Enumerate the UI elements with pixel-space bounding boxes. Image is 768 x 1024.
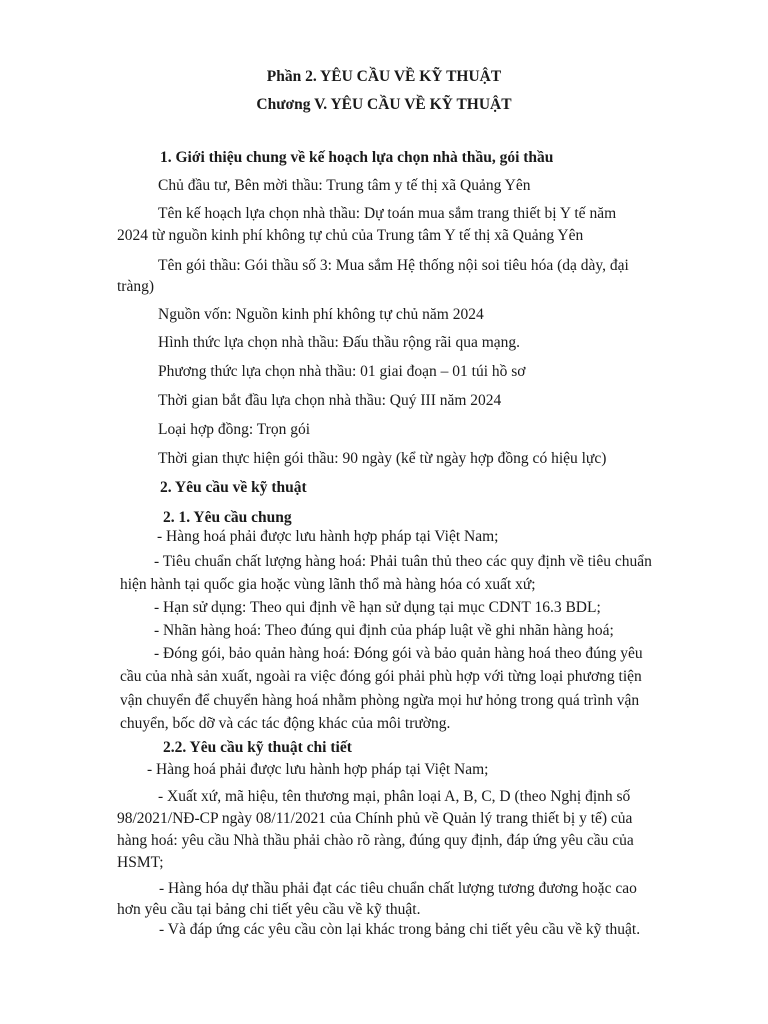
- general-item3: - Hạn sử dụng: Theo qui định về hạn sử dụng tại mục CDNT 16.3 BDL;: [154, 599, 601, 616]
- general-item4: - Nhãn hàng hoá: Theo đúng qui định của pháp luật về ghi nhãn hàng hoá;: [154, 622, 614, 639]
- general-item1: - Hàng hoá phải được lưu hành hợp pháp tại Việt Nam;: [157, 528, 499, 545]
- general-item2-line2: hiện hành tại quốc gia hoặc vùng lãnh thổ mà hàng hóa có xuất xứ;: [120, 576, 536, 593]
- investor-line: Chủ đầu tư, Bên mời thầu: Trung tâm y tế thị xã Quảng Yên: [158, 177, 531, 194]
- contract-type-line: Loại hợp đồng: Trọn gói: [158, 421, 311, 438]
- detail-item3-line2: hơn yêu cầu tại bảng chi tiết yêu cầu về kỹ thuật.: [117, 901, 421, 918]
- plan-name-line1: Tên kế hoạch lựa chọn nhà thầu: Dự toán mua sắm trang thiết bị Y tế năm: [158, 205, 617, 222]
- detail-item2-line2: 98/2021/NĐ-CP ngày 08/11/2021 của Chính phủ về Quản lý trang thiết bị y tế) của: [117, 810, 633, 827]
- start-time-line: Thời gian bắt đầu lựa chọn nhà thầu: Quý III năm 2024: [158, 392, 502, 409]
- detail-item1: - Hàng hoá phải được lưu hành hợp pháp tại Việt Nam;: [147, 761, 489, 778]
- selection-method-line: Phương thức lựa chọn nhà thầu: 01 giai đoạn – 01 túi hồ sơ: [158, 363, 526, 380]
- package-name-line1: Tên gói thầu: Gói thầu số 3: Mua sắm Hệ thống nội soi tiêu hóa (dạ dày, đại: [158, 257, 629, 274]
- section2-heading: 2. Yêu cầu về kỹ thuật: [160, 479, 307, 496]
- detail-item2-line3: hàng hoá: yêu cầu Nhà thầu phải chào rõ ràng, đúng quy định, đáp ứng yêu cầu của: [117, 832, 634, 849]
- general-item5-line4: chuyển, bốc dỡ và các tác động khác của môi trường.: [120, 715, 451, 732]
- section1-heading: 1. Giới thiệu chung về kế hoạch lựa chọn nhà thầu, gói thầu: [160, 149, 554, 166]
- general-item5-line2: cầu của nhà sản xuất, ngoài ra việc đóng gói phải phù hợp với từng loại phương tiện: [120, 668, 642, 685]
- section2-1-heading: 2. 1. Yêu cầu chung: [163, 509, 292, 526]
- detail-item2-line1: - Xuất xứ, mã hiệu, tên thương mại, phân loại A, B, C, D (theo Nghị định số: [158, 788, 631, 805]
- general-item2-line1: - Tiêu chuẩn chất lượng hàng hoá: Phải tuân thủ theo các quy định về tiêu chuẩn: [154, 553, 652, 570]
- section2-2-heading: 2.2. Yêu cầu kỹ thuật chi tiết: [163, 739, 352, 756]
- selection-form-line: Hình thức lựa chọn nhà thầu: Đấu thầu rộng rãi qua mạng.: [158, 334, 521, 351]
- duration-line: Thời gian thực hiện gói thầu: 90 ngày (kể từ ngày hợp đồng có hiệu lực): [158, 450, 607, 467]
- general-item5-line3: vận chuyển để chuyển hàng hoá nhằm phòng ngừa mọi hư hỏng trong quá trình vận: [120, 692, 640, 709]
- detail-item2-line4: HSMT;: [117, 854, 164, 871]
- package-name-line2: tràng): [117, 278, 155, 295]
- plan-name-line2: 2024 từ nguồn kinh phí không tự chủ của Trung tâm Y tế thị xã Quảng Yên: [117, 227, 584, 244]
- funding-line: Nguồn vốn: Nguồn kinh phí không tự chủ năm 2024: [158, 306, 484, 323]
- chapter-title: Chương V. YÊU CẦU VỀ KỸ THUẬT: [256, 96, 512, 113]
- detail-item4: - Và đáp ứng các yêu cầu còn lại khác trong bảng chi tiết yêu cầu về kỹ thuật.: [159, 921, 641, 938]
- part-title: Phần 2. YÊU CẦU VỀ KỸ THUẬT: [266, 68, 502, 85]
- detail-item3-line1: - Hàng hóa dự thầu phải đạt các tiêu chuẩn chất lượng tương đương hoặc cao: [159, 880, 637, 897]
- general-item5-line1: - Đóng gói, bảo quản hàng hoá: Đóng gói và bảo quản hàng hoá theo đúng yêu: [154, 645, 643, 662]
